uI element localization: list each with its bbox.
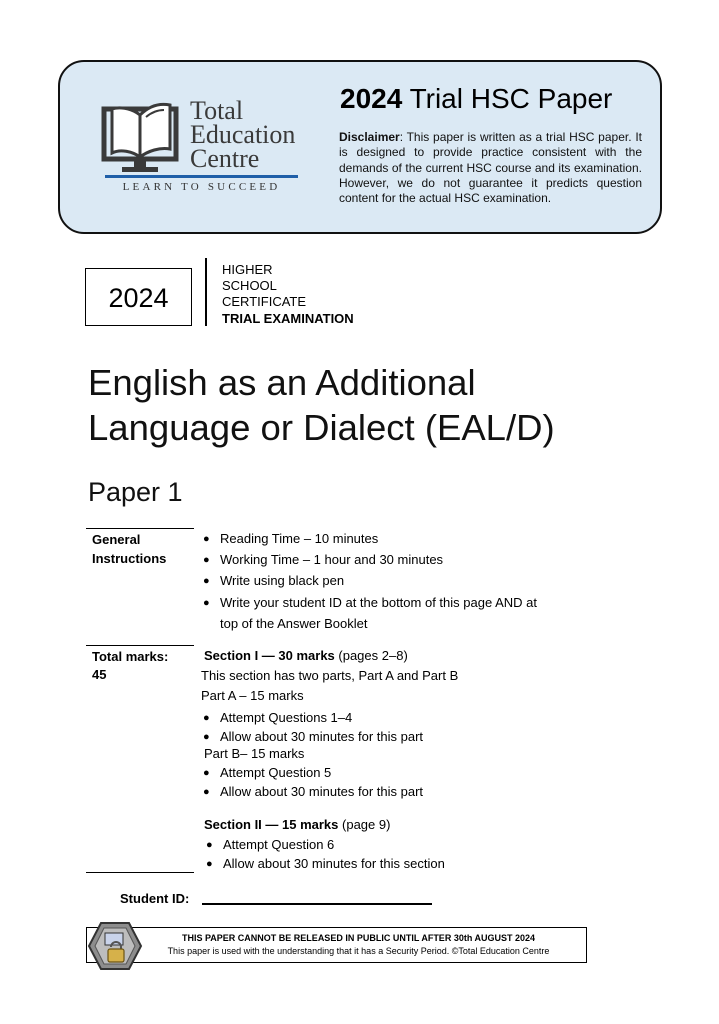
part-a-label: Part A – 15 marks	[201, 688, 304, 703]
student-id-label: Student ID:	[120, 891, 190, 906]
table-rule	[86, 645, 194, 646]
student-id-field[interactable]	[202, 903, 432, 905]
footer-release-notice: THIS PAPER CANNOT BE RELEASED IN PUBLIC UNTIL AFTER 30th AUGUST 2024	[181, 933, 536, 943]
footer-security-notice: This paper is used with the understanding that it has a Security Period. ©Total Education Centre	[167, 946, 550, 956]
course-title-line1: English as an Additional	[88, 362, 476, 403]
logo-text-line3: Centre	[190, 144, 260, 173]
year-box: 2024	[85, 268, 192, 326]
logo-text-line2: Education	[190, 120, 296, 149]
hsc-line-2: SCHOOL	[222, 278, 277, 293]
list-item: Allow about 30 minutes for this part	[220, 784, 424, 799]
paper-heading	[340, 83, 612, 115]
section1-pages: (pages 2–8)	[334, 648, 408, 663]
disclaimer-label: Disclaimer	[339, 130, 400, 144]
section2-heading	[204, 817, 390, 832]
hsc-line-4: TRIAL EXAMINATION	[222, 311, 354, 326]
course-title-line2: Language or Dialect (EAL/D)	[88, 407, 555, 448]
section2-title: Section II — 15 marks	[204, 817, 339, 832]
general-instructions-label: General Instructions	[92, 532, 167, 566]
total-marks-label: Total marks:	[92, 649, 169, 664]
logo-text-line1: Total	[190, 96, 244, 125]
table-rule	[86, 528, 194, 529]
hsc-line-1: HIGHER	[222, 262, 273, 277]
section1-description: This section has two parts, Part A and Part B	[201, 668, 459, 683]
section1-title: Section I — 30 marks	[204, 648, 335, 663]
heading-year: 2024	[340, 83, 403, 114]
list-item: Allow about 30 minutes for this section	[223, 856, 445, 871]
hsc-line-3: CERTIFICATE	[222, 294, 307, 309]
logo-tagline: LEARN TO SUCCEED	[122, 181, 281, 193]
list-item: Attempt Questions 1–4	[220, 710, 353, 725]
list-item: Working Time – 1 hour and 30 minutes	[220, 552, 444, 567]
part-b-label: Part B– 15 marks	[204, 746, 305, 761]
section1-heading	[204, 648, 408, 663]
list-item: Write using black pen	[220, 573, 345, 588]
open-book-monitor-icon	[100, 97, 180, 177]
paper-number: Paper 1	[88, 477, 183, 507]
list-item: Attempt Question 6	[223, 837, 335, 852]
list-item: Write your student ID at the bottom of this page AND at	[220, 595, 537, 610]
list-item: Allow about 30 minutes for this part	[220, 729, 424, 744]
heading-text: Trial HSC Paper	[402, 83, 613, 114]
disclaimer-text: : This paper is written as a trial HSC paper. It is designed to provide practice consistent with the demands of the current HSC course and its examination. However, we do not guarantee it predicts question content for the actual HSC examination.	[339, 130, 642, 206]
total-marks-value: 45	[92, 667, 107, 682]
list-item-continued: top of the Answer Booklet	[220, 616, 368, 631]
list-item: Attempt Question 5	[220, 765, 332, 780]
list-item: Reading Time – 10 minutes	[220, 531, 379, 546]
table-rule	[86, 872, 194, 873]
disclaimer	[339, 130, 642, 206]
vertical-divider	[205, 258, 207, 326]
logo-divider	[105, 175, 298, 178]
section2-pages: (page 9)	[338, 817, 391, 832]
